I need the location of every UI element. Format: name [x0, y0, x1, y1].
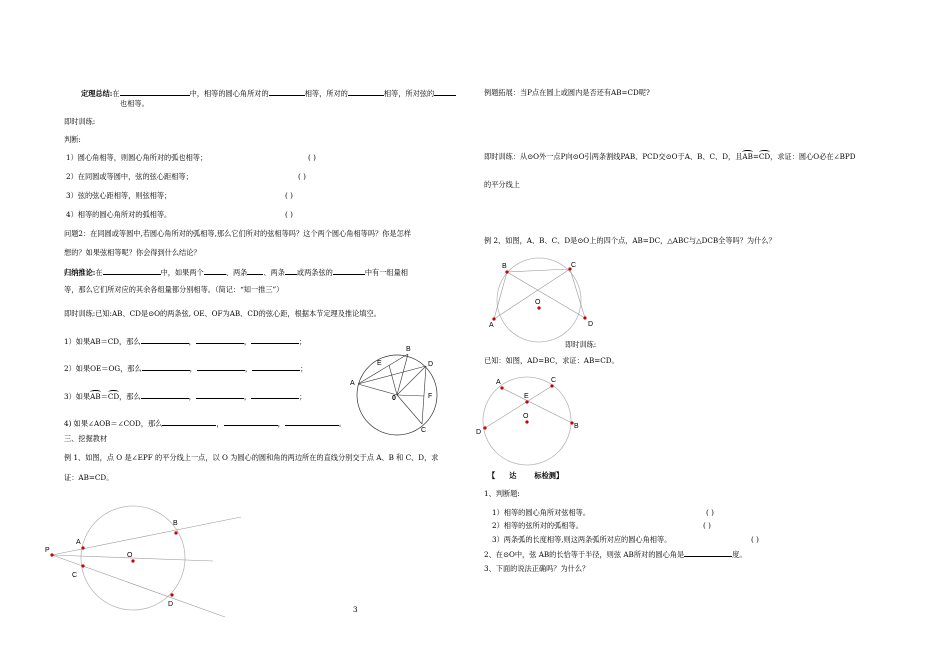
blank[interactable] — [684, 549, 732, 557]
example-1-line2: 证：AB=CD。 — [64, 473, 114, 482]
example-1: 例 1、如图，点 O 是∠EPF 的平分线上一点，以 O 为圆心的圆和角的两边所在的直线分别交于点 A、B 和 C、D，求 — [64, 453, 439, 462]
blank[interactable] — [285, 418, 339, 426]
practice-title: 即时训练: — [64, 117, 96, 126]
judge-item: 2）在同圆或等圆中，弦的弦心距相等； — [66, 172, 193, 181]
fig1-label-e: E — [377, 360, 382, 367]
blank[interactable] — [348, 88, 384, 96]
fig4-label-d: D — [476, 429, 482, 436]
blank[interactable] — [333, 267, 365, 275]
arc-cd: CD — [758, 152, 771, 161]
target-title: 【 达 标检测】 — [488, 471, 564, 480]
practice-3-line2: 的平分线上 — [484, 180, 520, 189]
blank[interactable] — [251, 391, 299, 399]
q2: 2、在⊙O中，弦 AB的长恰等于半径，则弦 AB所对的圆心角是 度。 — [484, 550, 747, 559]
section-title: 三、挖掘教材 — [64, 434, 108, 443]
blank[interactable] — [103, 267, 161, 275]
fig4-label-b: B — [574, 423, 579, 430]
blank[interactable] — [434, 88, 456, 96]
judge-paren[interactable]: ( ) — [285, 210, 293, 219]
fig2-label-p: P — [45, 547, 50, 554]
figure-3-quadrilateral — [487, 258, 597, 338]
fig3-label-c: C — [571, 262, 577, 269]
induction-line2: 等，那么它们所对应的其余各组量都分别相等。（简记：“知一推三”） — [64, 285, 284, 294]
q3: 3、下面的说法正确吗？为什么？ — [484, 564, 590, 573]
judge-paren[interactable]: ( ) — [308, 153, 316, 162]
theorem-summary-end: 也相等。 — [120, 99, 149, 108]
fig3-label-b: B — [502, 263, 507, 270]
blank[interactable] — [141, 336, 189, 344]
fig4-label-e: E — [524, 393, 529, 400]
q1-paren[interactable]: ( ) — [706, 508, 714, 517]
fig2-label-c: C — [72, 572, 78, 579]
fig1-label-o: 0 — [392, 395, 396, 402]
blank[interactable] — [251, 336, 299, 344]
question-2-line2: 想的？如果弦相等呢？你会得到什么结论？ — [64, 248, 201, 257]
arc-ab: AB — [90, 392, 101, 401]
fig3-label-o: O — [535, 299, 541, 306]
example-extension: 例题拓展：当P点在圆上或圆内是否还有AB=CD呢? — [484, 88, 650, 97]
q1-paren[interactable]: ( ) — [751, 535, 759, 544]
blank[interactable] — [224, 418, 278, 426]
fill-item-4: 4) 如果∠AOB＝∠COD，那么 ， ， 。 — [64, 419, 346, 428]
blank[interactable] — [196, 336, 244, 344]
q1-item: 2）相等的弦所对的弧相等。 — [492, 521, 583, 530]
blank[interactable] — [197, 363, 245, 371]
fig1-label-a: A — [350, 380, 355, 387]
q1-item: 1）相等的圆心角所对弦相等。 — [492, 508, 591, 517]
fig2-label-d: D — [168, 601, 174, 608]
blank[interactable] — [204, 267, 226, 275]
blank[interactable] — [285, 267, 297, 275]
practice-4-text: 已知：如图，AD=BC，求证：AB=CD。 — [484, 356, 619, 365]
figure-4-crossed-chords — [475, 376, 590, 464]
fill-item-1: 1）如果AB＝CD，那么 ， ， ； — [64, 337, 307, 346]
fig3-label-d: D — [588, 321, 594, 328]
blank[interactable] — [162, 418, 216, 426]
fill-item-3: 3）如果AB＝CD，那么 ， ， ； — [64, 392, 307, 401]
practice-intro: 即时训练:已知:AB、CD是⊙O的两条弦, OE、OF为AB、CD的弦心距，根据本节定理及推论填空。 — [64, 309, 381, 318]
theorem-summary-label: 定理总结: — [81, 89, 113, 98]
q1-item: 3）两条弧的长度相等,则这两条弧所对应的圆心角相等。 — [492, 535, 672, 544]
theorem-summary: 定理总结:在 中，相等的圆心角所对的 相等，所对的 相等，所对弦的 — [81, 88, 456, 98]
blank[interactable] — [142, 363, 190, 371]
figure-1-circle-chords — [345, 340, 450, 440]
fill-item-2: 2）如果OE＝OG，那么 ， ， ； — [64, 364, 308, 373]
judge-item: 1）圆心角相等，则圆心角所对的弧也相等； — [66, 153, 208, 162]
arc-ab: AB — [742, 152, 753, 161]
fig2-label-a: A — [76, 539, 81, 546]
page-number: 3 — [353, 605, 358, 614]
judge-title: 判断: — [64, 135, 81, 144]
induction: 归纳推论:在 中，如果两个 、两条 、两条 或两条弦的 中有一组量相 — [64, 268, 408, 277]
induction-label: 归纳推论: — [64, 268, 96, 277]
fig4-label-a: A — [496, 379, 501, 386]
fig1-label-b: B — [406, 346, 411, 353]
fig2-label-o: O — [127, 552, 133, 559]
fig2-label-b: B — [173, 520, 178, 527]
fig4-label-o: O — [523, 413, 529, 420]
fig3-label-a: A — [489, 322, 494, 329]
practice-3: 即时训练：从⊙O外一点P向⊙O引两条割线PAB、PCD交⊙O于A、B、C、D，且AB=CD，求证：圆心O必在∠BPD — [484, 152, 856, 161]
arc-cd: CD — [107, 392, 120, 401]
q1-title: 1、判断题: — [484, 489, 520, 498]
judge-item: 3）弦的弦心距相等，则弦相等； — [66, 191, 172, 200]
fig4-label-c: C — [551, 377, 557, 384]
fig1-label-c: C — [421, 427, 427, 434]
blank[interactable] — [196, 391, 244, 399]
blank[interactable] — [252, 363, 300, 371]
judge-item: 4）相等的圆心角所对的弧相等。 — [66, 210, 172, 219]
question-2: 问题2：在同圆或等圆中,若圆心角所对的弧相等,那么它们所对的弦相等吗？这个两个圆心角相等吗？你是怎样 — [64, 229, 411, 238]
judge-paren[interactable]: ( ) — [298, 172, 306, 181]
q1-paren[interactable]: ( ) — [703, 521, 711, 530]
blank[interactable] — [120, 88, 190, 96]
fig1-label-f: F — [428, 393, 433, 400]
blank[interactable] — [247, 267, 263, 275]
example-2: 例 2、如图，A、B、C、D是⊙O上的四个点，AB=DC，△ABC与△DCB全等吗？为什么？ — [484, 236, 776, 245]
blank[interactable] — [269, 88, 305, 96]
fig1-label-d: D — [428, 361, 434, 368]
blank[interactable] — [141, 391, 189, 399]
practice-4-title: 即时训练: — [565, 340, 597, 349]
judge-paren[interactable]: ( ) — [285, 191, 293, 200]
figure-2-angle-circle — [45, 505, 245, 617]
